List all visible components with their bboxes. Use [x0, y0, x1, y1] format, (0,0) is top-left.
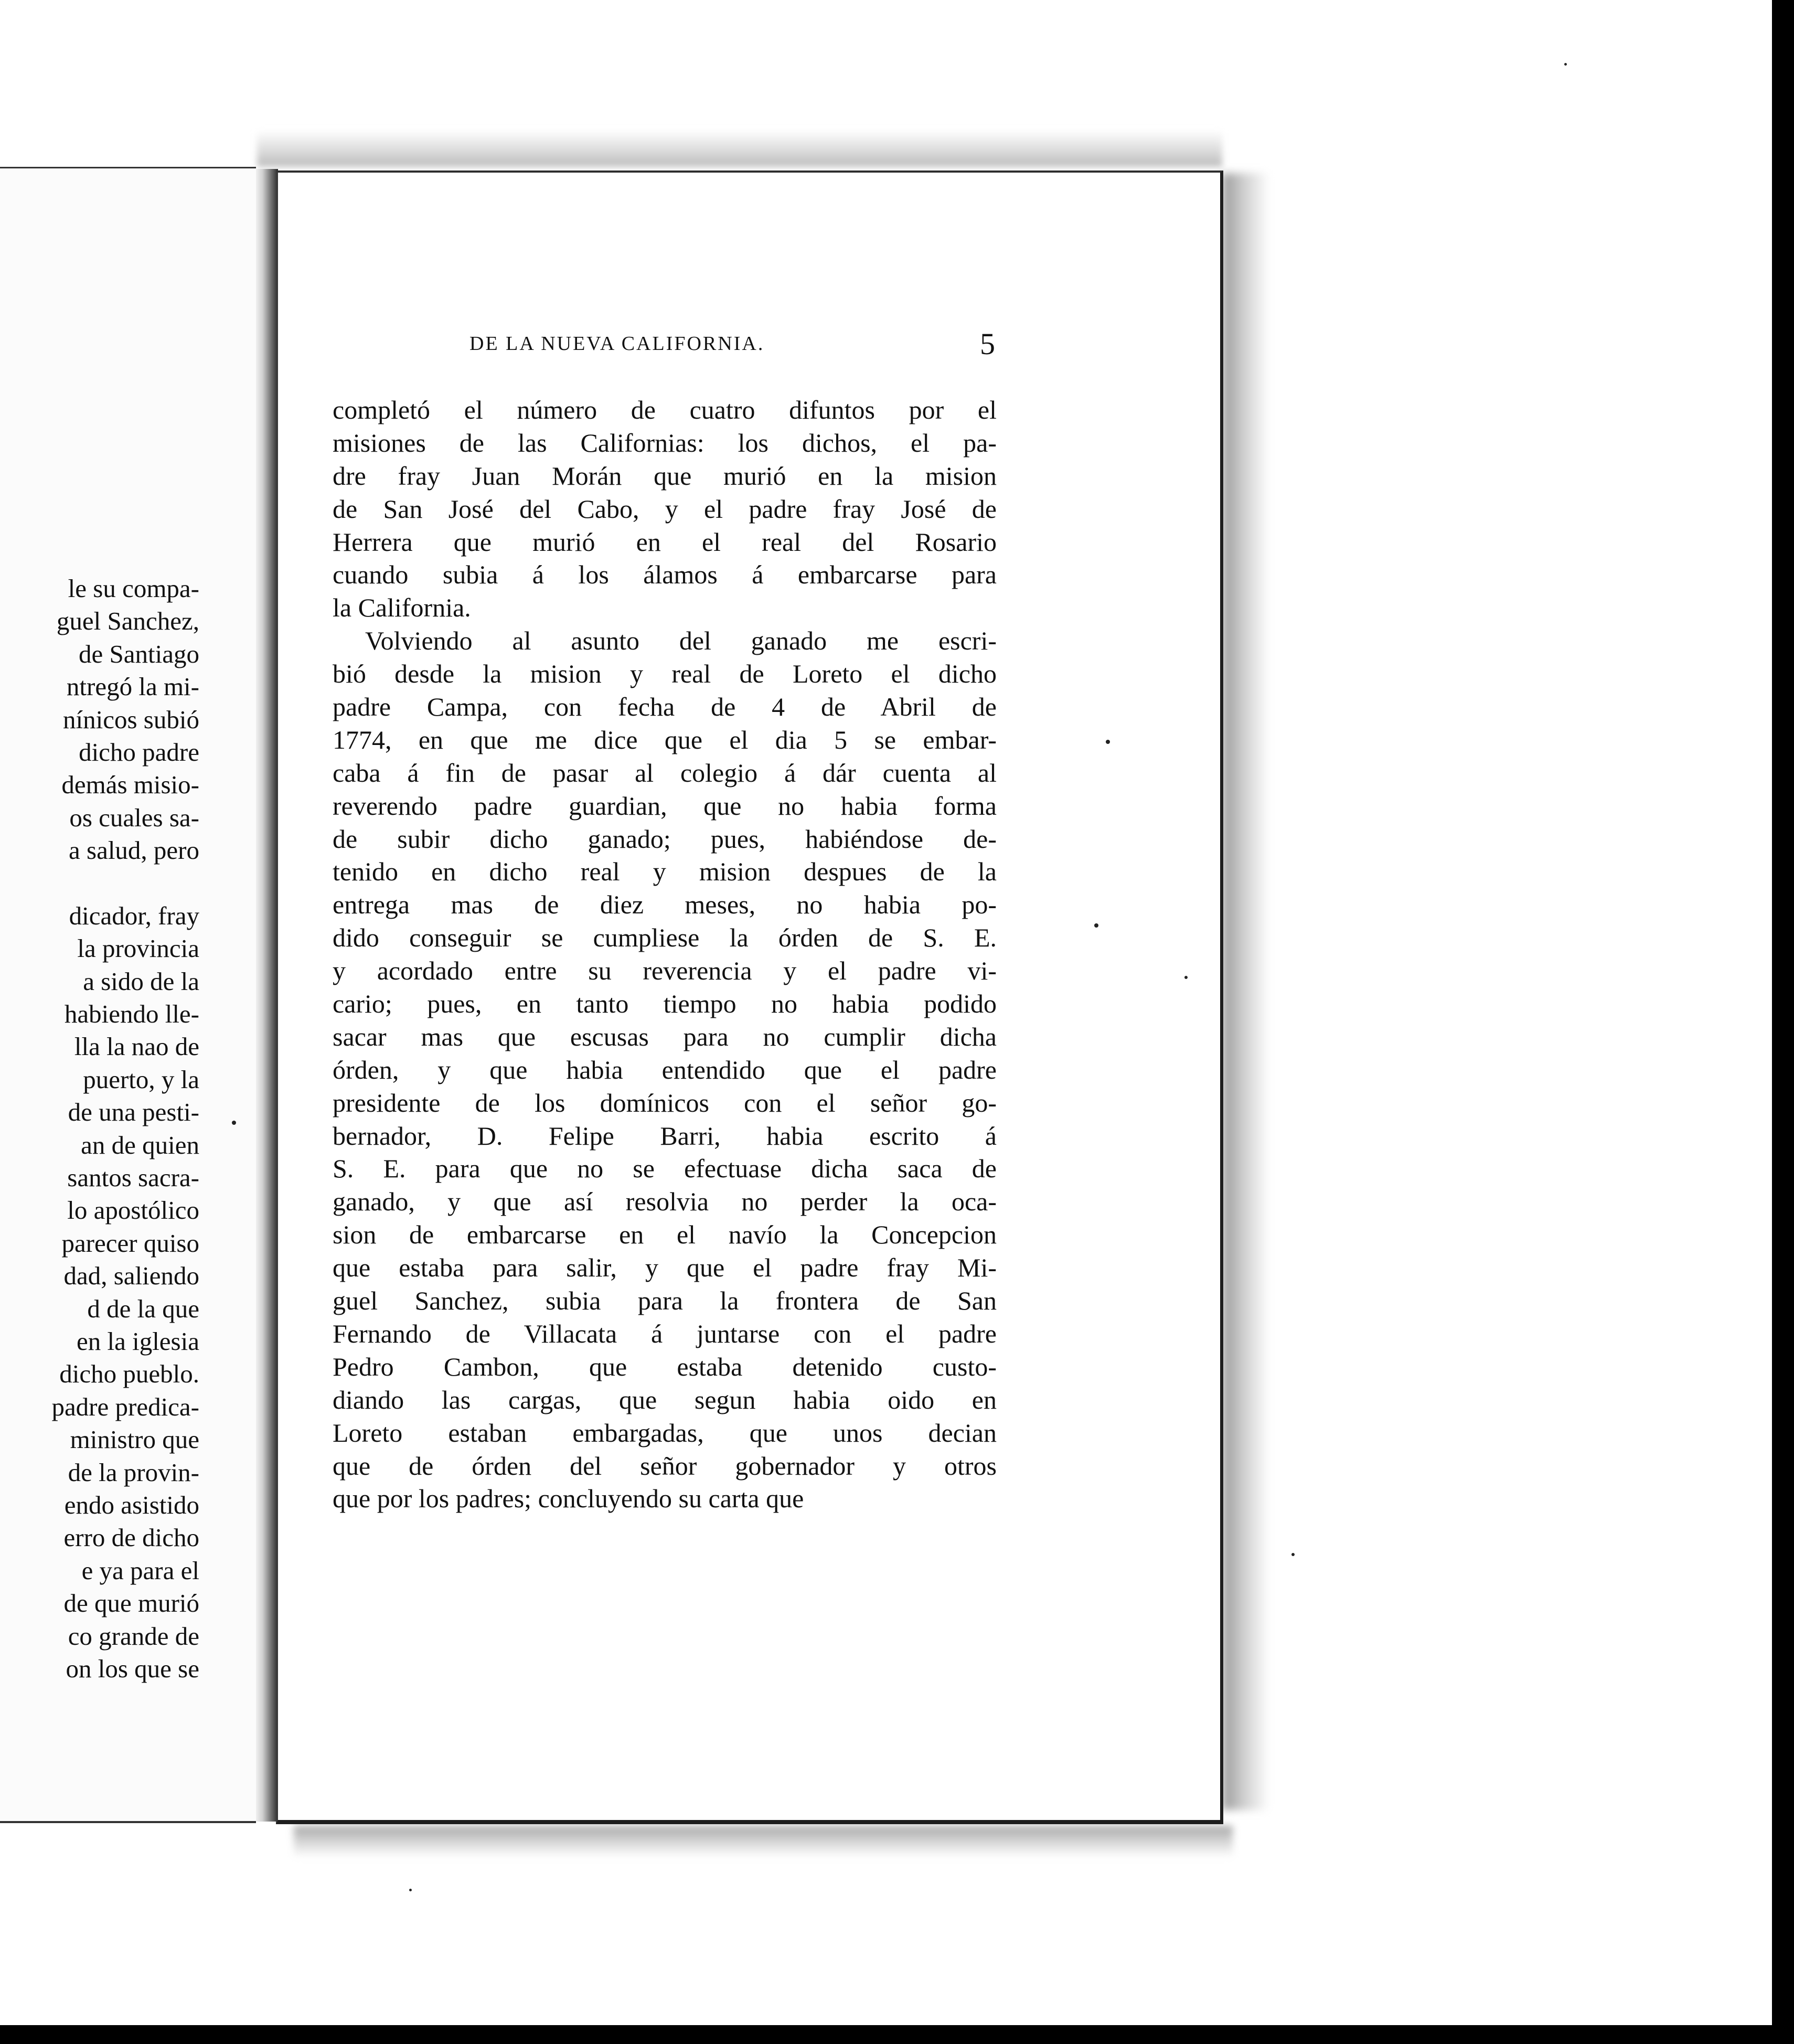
text-line: tenido en dicho real y mision despues de la: [333, 857, 997, 887]
text-line: puerto, y la: [83, 1064, 199, 1094]
text-line: demás misio-: [61, 770, 199, 800]
text-line: endo asistido: [64, 1490, 199, 1519]
paragraph-gap: [0, 867, 199, 900]
dust-speck: [409, 1889, 412, 1891]
text-line: reverendo padre guardian, que no habia forma: [333, 791, 997, 821]
text-line: de que murió: [63, 1589, 199, 1618]
text-line: la provincia: [77, 934, 199, 963]
page-shadow-bottom: [294, 1826, 1233, 1857]
running-head: DE LA NUEVA CALIFORNIA.: [469, 333, 765, 355]
text-line: co grande de: [68, 1621, 199, 1651]
text-line: guel Sanchez, subia para la frontera de San: [333, 1286, 997, 1316]
right-page-text: [333, 393, 997, 1515]
text-line: caba á fin de pasar al colegio á dár cuenta al: [333, 758, 997, 787]
text-line: padre predica-: [51, 1392, 199, 1421]
text-line: S. E. para que no se efectuase dicha saca de: [333, 1154, 997, 1184]
text-line: habiendo lle-: [64, 999, 199, 1029]
text-line: misiones de las Californias: los dichos, el pa-: [333, 428, 997, 457]
text-line: sion de embarcarse en el navío la Concepcion: [333, 1220, 997, 1250]
text-line: ntregó la mi-: [66, 672, 199, 701]
text-line: a sido de la: [83, 966, 199, 996]
text-line: an de quien: [81, 1130, 199, 1159]
text-line: bió desde la mision y real de Loreto el dicho: [333, 659, 997, 689]
page-shadow-top: [257, 130, 1222, 167]
text-line: dicador, fray: [69, 901, 199, 930]
text-line: completó el número de cuatro difuntos por el: [333, 395, 997, 424]
text-line: diando las cargas, que segun habia oido en: [333, 1385, 997, 1414]
left-page-text: [0, 572, 199, 1685]
text-line: que por los padres; concluyendo su carta que: [333, 1484, 804, 1514]
text-line: Herrera que murió en el real del Rosario: [333, 527, 997, 557]
text-line: d de la que: [87, 1294, 199, 1323]
text-line: 1774, en que me dice que el dia 5 se embar-: [333, 725, 997, 754]
text-line: entrega mas de diez meses, no habia po-: [333, 890, 997, 920]
scan-edge-right: [1772, 0, 1794, 2044]
page-number: 5: [980, 327, 995, 361]
text-line: Loreto estaban embargadas, que unos decian: [333, 1418, 997, 1447]
text-line: de Santiago: [79, 639, 199, 668]
text-line: sacar mas que escusas para no cumplir dicha: [333, 1021, 997, 1051]
text-line: que estaba para salir, y que el padre fray Mi-: [333, 1253, 997, 1283]
book-spine: [256, 169, 278, 1822]
scan-edge-bottom: [0, 2025, 1794, 2044]
dust-speck: [1291, 1553, 1295, 1556]
page-shadow-right: [1222, 173, 1269, 1810]
text-line: a salud, pero: [69, 836, 199, 865]
text-line: dad, saliendo: [63, 1261, 199, 1291]
text-line: de San José del Cabo, y el padre fray José de: [333, 494, 997, 524]
text-line: santos sacra-: [67, 1163, 199, 1193]
dust-speck: [1564, 63, 1567, 66]
text-line: padre Campa, con fecha de 4 de Abril de: [333, 692, 997, 722]
text-line: presidente de los domínicos con el señor go-: [333, 1088, 997, 1117]
text-line: de la provin-: [68, 1457, 199, 1487]
text-line: ministro que: [70, 1425, 199, 1454]
text-line: dre fray Juan Morán que murió en la mision: [333, 461, 997, 491]
text-line: os cuales sa-: [69, 803, 199, 832]
text-line: en la iglesia: [76, 1326, 199, 1356]
text-line: le su compa-: [68, 574, 199, 603]
text-line: lla la nao de: [74, 1032, 199, 1061]
text-line: dido conseguir se cumpliese la órden de S. E.: [333, 923, 997, 953]
text-line: de una pesti-: [68, 1098, 199, 1127]
text-line: e ya para el: [81, 1556, 199, 1585]
text-line: dicho padre: [79, 737, 199, 766]
dust-speck: [1094, 923, 1098, 928]
text-line: que de órden del señor gobernador y otros: [333, 1451, 997, 1481]
text-line: erro de dicho: [63, 1523, 199, 1552]
text-line: y acordado entre su reverencia y el padre vi-: [333, 956, 997, 986]
text-line: on los que se: [66, 1654, 199, 1683]
text-line: Pedro Cambon, que estaba detenido custo-: [333, 1351, 997, 1381]
text-line: órden, y que habia entendido que el padre: [333, 1055, 997, 1084]
dust-speck: [1184, 976, 1188, 979]
text-line: Volviendo al asunto del ganado me escri-: [365, 626, 997, 656]
text-line: la California.: [333, 593, 471, 623]
dust-speck: [232, 1121, 236, 1125]
dust-speck: [1106, 740, 1110, 744]
text-line: cuando subia á los álamos á embarcarse para: [333, 560, 997, 590]
text-line: lo apostólico: [67, 1196, 199, 1225]
text-line: cario; pues, en tanto tiempo no habia podido: [333, 989, 997, 1019]
left-page: [0, 167, 256, 1823]
text-line: parecer quiso: [61, 1228, 199, 1258]
text-line: bernador, D. Felipe Barri, habia escrito á: [333, 1121, 997, 1151]
text-line: dicho pueblo.: [59, 1359, 199, 1389]
text-line: guel Sanchez,: [56, 606, 199, 636]
text-line: nínicos subió: [63, 705, 199, 734]
text-line: Fernando de Villacata á juntarse con el padre: [333, 1318, 997, 1348]
text-line: de subir dicho ganado; pues, habiéndose de-: [333, 824, 997, 854]
text-line: ganado, y que así resolvia no perder la oca-: [333, 1187, 997, 1217]
